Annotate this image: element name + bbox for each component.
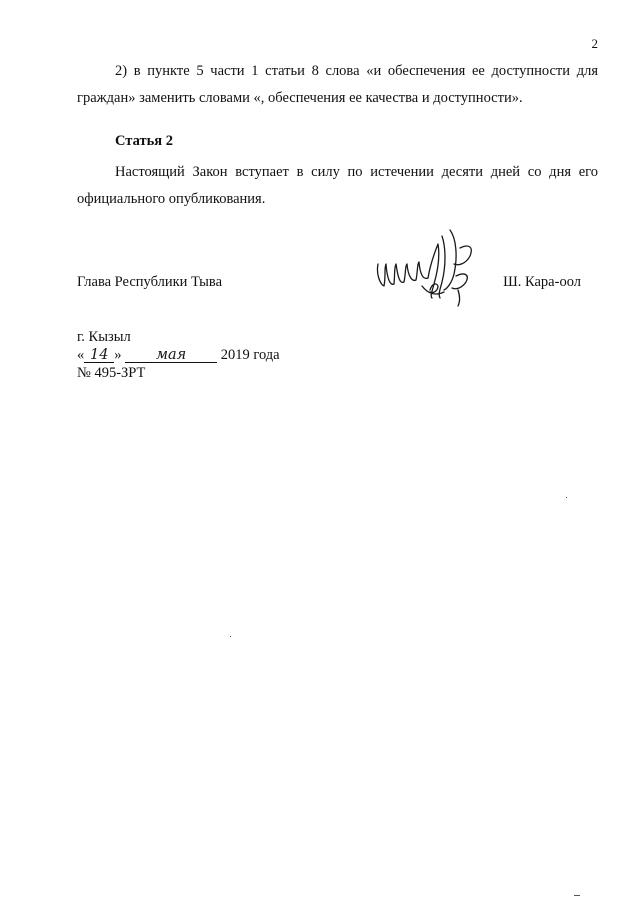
date-month-field — [125, 346, 217, 363]
signing-date — [77, 346, 280, 364]
page-number: 2 — [591, 36, 598, 51]
date-open-quote: « — [77, 347, 85, 363]
amendment-paragraph: 2) в пункте 5 части 1 статьи 8 слова «и обеспечения ее доступности для граждан» заменить словами «, обеспечения ее качества и доступности». — [77, 63, 598, 106]
date-year: 2019 года — [220, 347, 280, 363]
scan-speck — [574, 895, 580, 896]
signer-title: Глава Республики Тыва — [77, 274, 223, 290]
date-day: 14 — [90, 347, 109, 363]
signer-name: Ш. Кара-оол — [503, 274, 581, 290]
place: г. Кызыл — [77, 329, 131, 345]
article-2-heading: Статья 2 — [115, 133, 173, 149]
scan-speck — [566, 497, 567, 498]
place-date-block — [77, 328, 280, 382]
law-number: № 495-ЗРТ — [77, 365, 146, 381]
handwritten-signature — [372, 226, 482, 310]
date-month: мая — [155, 347, 187, 363]
article-2-text: Настоящий Закон вступает в силу по истечении десяти дней со дня его официального опубликования. — [77, 164, 598, 207]
date-day-field — [84, 346, 114, 363]
date-close-quote: » — [114, 347, 122, 363]
scan-speck — [230, 636, 231, 637]
